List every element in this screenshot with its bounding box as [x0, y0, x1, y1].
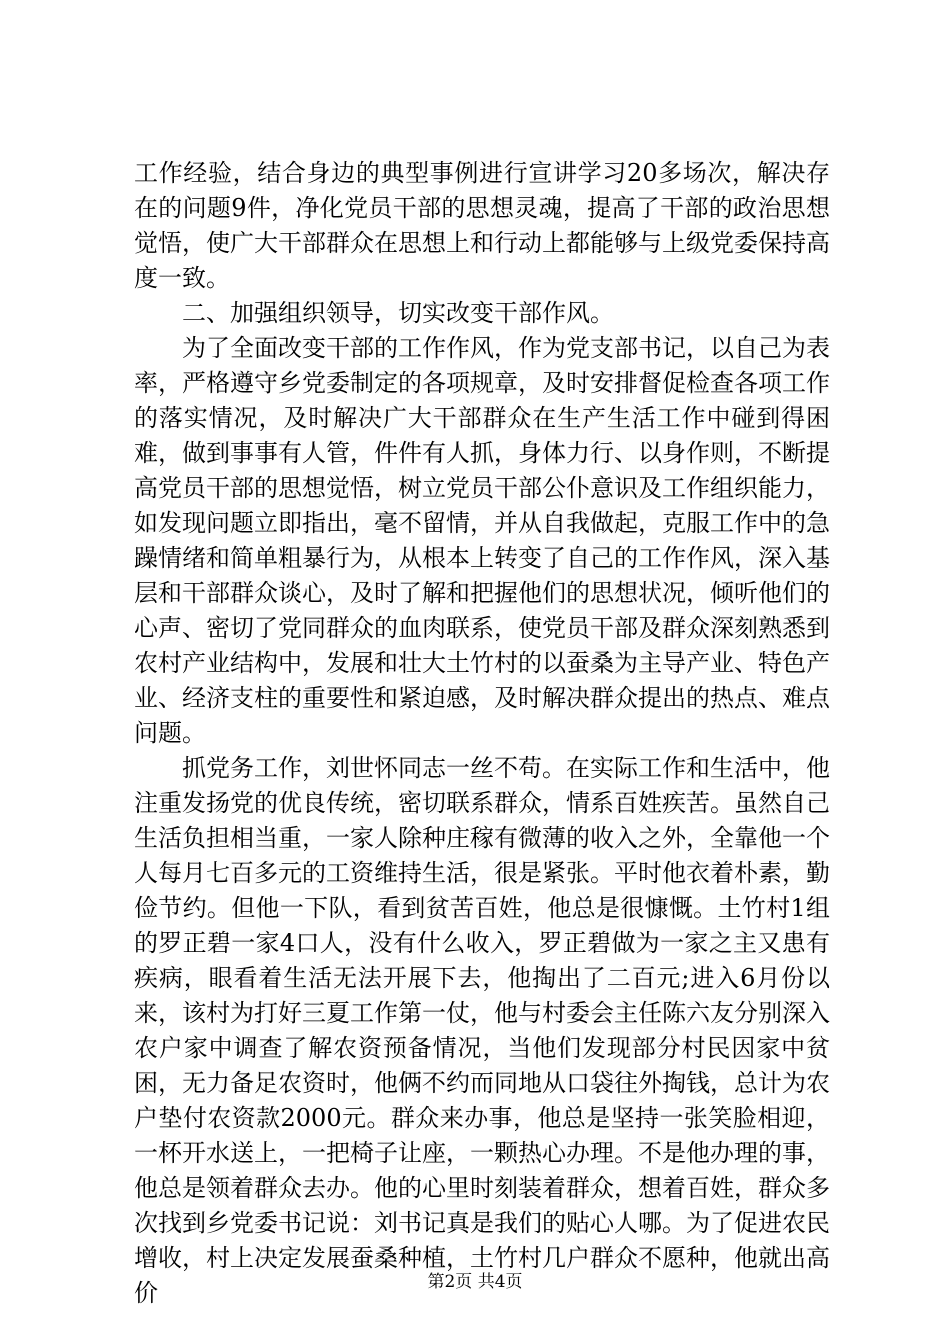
body-text — [134, 156, 830, 1311]
paragraph-1: 工作经验，结合身边的典型事例进行宣讲学习20多场次，解决存在的问题9件，净化党员干部的思想灵魂，提高了干部的政治思想觉悟，使广大干部群众在思想上和行动上都能够与上级党委保持高度一致。 — [134, 159, 830, 292]
paragraph-3: 为了全面改变干部的工作作风，作为党支部书记，以自己为表率，严格遵守乡党委制定的各项规章，及时安排督促检查各项工作的落实情况，及时解决广大干部群众在生产生活工作中碰到得困难，做到事事有人管，件件有人抓，身体力行、以身作则，不断提高党员干部的思想觉悟，树立党员干部公仆意识及工作组织能力，如发现问题立即指出，毫不留情，并从自我做起，克服工作中的急躁情绪和简单粗暴行为，从根本上转变了自己的工作作风，深入基层和干部群众谈心，及时了解和把握他们的思想状况，倾听他们的心声、密切了党同群众的血肉联系，使党员干部及群众深刻熟悉到农村产业结构中，发展和壮大土竹村的以蚕桑为主导产业、特色产业、经济支柱的重要性和紧迫感，及时解决群众提出的热点、难点问题。 — [134, 334, 830, 747]
page-number-footer: 第2页 共4页 — [427, 1272, 523, 1292]
paragraph-2-heading: 二、加强组织领导，切实改变干部作风。 — [182, 299, 614, 327]
paragraph-4: 抓党务工作，刘世怀同志一丝不苟。在实际工作和生活中，他注重发扬党的优良传统，密切联系群众，情系百姓疾苦。虽然自己生活负担相当重，一家人除种庄稼有微薄的收入之外，全靠他一个人每月七百多元的工资维持生活，很是紧张。平时他衣着朴素，勤俭节约。但他一下队，看到贫苦百姓，他总是很慷慨。土竹村1组的罗正碧一家4口人，没有什么收入，罗正碧做为一家之主又患有疾病，眼看着生活无法开展下去，他掏出了二百元;进入6月份以来，该村为打好三夏工作第一仗，他与村委会主任陈六友分别深入农户家中调查了解农资预备情况，当他们发现部分村民因家中贫困，无力备足农资时，他俩不约而同地从口袋往外掏钱，总计为农户垫付农资款2000元。群众来办事，他总是坚持一张笑脸相迎，一杯开水送上，一把椅子让座，一颗热心办理。不是他办理的事，他总是领着群众去办。他的心里时刻装着群众，想着百姓，群众多次找到乡党委书记说：刘书记真是我们的贴心人哪。为了促进农民增收，村上决定发展蚕桑种植，土竹村几户群众不愿种，他就出高价 — [134, 754, 830, 1307]
